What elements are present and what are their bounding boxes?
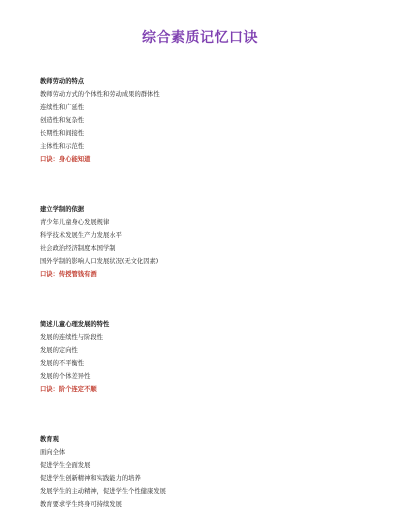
section-education-view — [40, 433, 380, 511]
list-item: 长期性和间接性 — [40, 130, 85, 137]
section-heading: 教育观 — [40, 436, 59, 443]
list-item: 促进学生创新精神和实践能力的培养 — [40, 475, 141, 482]
list-item: 社会政治经济制度本国学制 — [40, 245, 116, 252]
list-item: 促进学生全面发展 — [40, 462, 91, 469]
section-heading: 教师劳动的特点 — [40, 78, 85, 85]
list-item: 发展的连续性与阶段性 — [40, 334, 103, 341]
section-child-development-traits — [40, 318, 380, 396]
list-item: 国外学制的影响人口发展状况(无文化因素) — [40, 258, 159, 265]
list-item: 发展的定向性 — [40, 347, 78, 354]
list-item: 创造性和复杂性 — [40, 117, 85, 124]
mnemonic-line: 口诀：传授管钱有酒 — [40, 271, 97, 278]
list-item: 发展的不平衡性 — [40, 360, 85, 367]
list-item: 面向全体 — [40, 449, 66, 456]
list-item: 教育要求学生终身可持续发展 — [40, 501, 122, 508]
list-item: 科学技术发展生产力发展水平 — [40, 232, 122, 239]
list-item: 发展的个体差异性 — [40, 373, 91, 380]
section-heading: 简述儿童心理发展的特性 — [40, 321, 110, 328]
mnemonic-line: 口诀：阶个连定不顺 — [40, 386, 97, 393]
list-item: 教师劳动方式的个体性和劳动成果的群体性 — [40, 91, 160, 98]
list-item: 连续性和广延性 — [40, 104, 85, 111]
section-heading: 建立学制的依据 — [40, 206, 85, 213]
list-item: 青少年儿童身心发展规律 — [40, 219, 110, 226]
mnemonic-line: 口诀：身心能知道 — [40, 156, 91, 163]
section-teacher-labor-features — [40, 75, 380, 166]
section-school-system-basis — [40, 203, 380, 281]
list-item: 发展学生的主动精神，促进学生个性健康发展 — [40, 488, 166, 495]
document-title: 综合素质记忆口诀 — [142, 30, 258, 46]
list-item: 主体性和示范性 — [40, 143, 85, 150]
